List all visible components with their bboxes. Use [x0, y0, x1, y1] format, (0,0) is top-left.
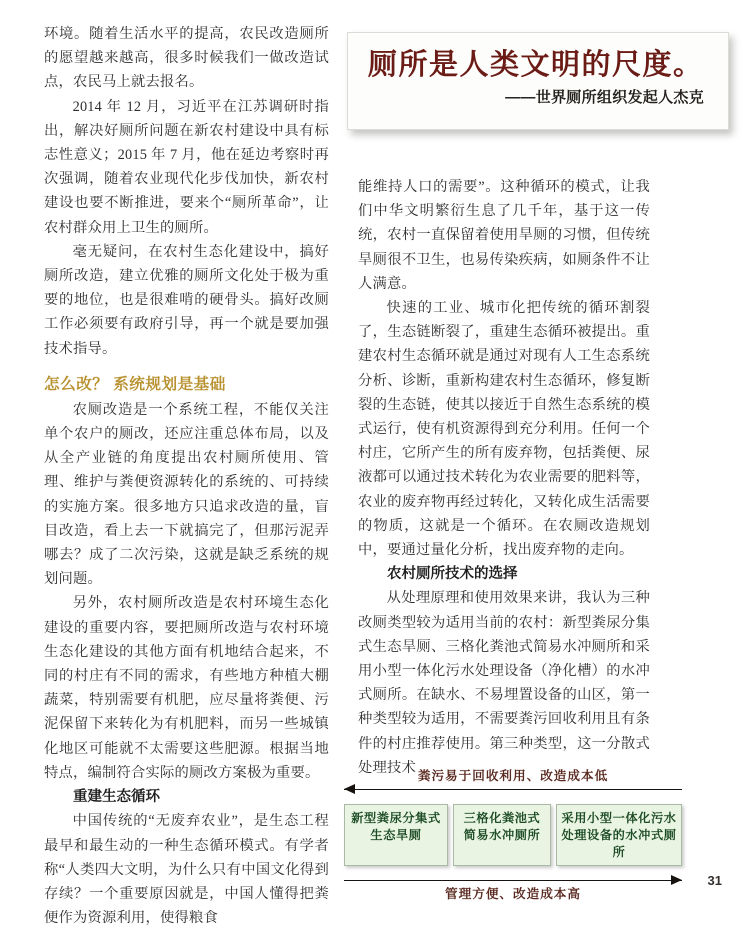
toilet-type-comparison-diagram — [344, 768, 682, 902]
page-number: 31 — [707, 873, 722, 888]
left-pointing-arrow-icon — [344, 784, 682, 795]
section-heading: 怎么改？ 系统规划是基础 — [44, 375, 226, 393]
diagram-top-caption: 粪污易于回收利用、改造成本低 — [417, 769, 609, 783]
diagram-bottom-caption: 管理方便、改造成本高 — [445, 887, 581, 901]
paragraph: 从处理原理和使用效果来讲，我认为三种改厕类型较为适用当前的农村：新型粪尿分集式生态旱厕、三格化粪池式简易水冲厕所和采用小型一体化污水处理设备（净化槽）的水冲式厕所。在缺水、不易埋置设备的山区，第一种类型较为适用，不需要粪污回收利用且有条件的村庄推荐使用。第三种类型，这一分散式处理技术 — [358, 590, 650, 776]
diagram-box: 新型粪尿分集式生态旱厕 — [344, 804, 448, 866]
paragraph: 2014 年 12 月，习近平在江苏调研时指出，解决好厕所问题在新农村建设中具有标志性意义；2015 年 7 月，他在延边考察时再次强调，随着农业现代化步伐加快，新农村建设也要不断推进，要来个“厕所革命”，让农村群众用上卫生的厕所。 — [44, 98, 329, 236]
pull-quote-attribution: ——世界厕所组织发起人杰克 — [505, 89, 704, 106]
paragraph: 毫无疑问，在农村生态化建设中，搞好厕所改造，建立优雅的厕所文化处于极为重要的地位，也是很难啃的硬骨头。搞好改厕工作必须要有政府引导，再一个就是要加强技术指导。 — [44, 243, 329, 357]
right-pointing-arrow-icon — [344, 875, 682, 886]
paragraph: 环境。随着生活水平的提高，农民改造厕所的愿望越来越高，很多时候我们一做改造试点，农民马上就去报名。 — [44, 26, 329, 91]
diagram-box: 三格化粪池式简易水冲厕所 — [453, 804, 551, 866]
paragraph: 能维持人口的需要”。这种循环的模式，让我们中华文明繁衍生息了几千年，基于这一传统，农村一直保留着使用旱厕的习惯，但传统旱厕很不卫生，也易传染疾病，如厕条件不让人满意。 — [358, 179, 650, 292]
paragraph: 快速的工业、城市化把传统的循环割裂了，生态链断裂了，重建生态循环被提出。重建农村生态循环就是通过对现有人工生态系统分析、诊断，重新构建农村生态循环，修复断裂的生态链，使其以接近于自然生态系统的模式运行，使有机资源得到充分利用。任何一个村庄，它所产生的所有废弃物，包括粪便、尿液都可以通过技术转化为农业需要的肥料等，农业的废弃物再经过转化，又转化成生活需要的物质，这就是一个循环。在农厕改造规划中，要通过量化分析，找出废弃物的走向。 — [358, 300, 650, 559]
pull-quote-text: 厕所是人类文明的尺度。 — [368, 49, 704, 81]
paragraph: 农厕改造是一个系统工程，不能仅关注单个农户的厕改，还应注重总体布局，以及从全产业链的角度提出农村厕所使用、管理、维护与粪便资源转化的系统的、可持续的实施方案。很多地方只追求改造的量，盲目改造，看上去一下就搞完了，但那污泥弄哪去？成了二次污染，这就是缺乏系统的规划问题。 — [44, 401, 329, 588]
pull-quote-card — [347, 32, 729, 130]
diagram-box-row — [344, 804, 682, 866]
sub-heading: 农村厕所技术的选择 — [387, 566, 518, 583]
paragraph: 中国传统的“无废弃农业”，是生态工程最早和最生动的一种生态循环模式。有学者称“人类四大文明，为什么只有中国文化得到存续？一个重要原因就是，中国人懂得把粪便作为资源利用，使得粮食 — [44, 813, 329, 927]
paragraph: 另外，农村厕所改造是农村环境生态化建设的重要内容，要把厕所改造与农村环境生态化建设的其他方面有机地结合起来，不同的村庄有不同的需求，有些地方种植大棚蔬菜，特别需要有机肥，应尽量将粪便、污泥保留下来转化为有机肥料，而另一些城镇化地区可能就不太需要这些肥源。根据当地特点，编制符合实际的厕改方案极为重要。 — [44, 595, 329, 781]
sub-heading: 重建生态循环 — [73, 789, 160, 806]
diagram-box: 采用小型一体化污水处理设备的水冲式厕所 — [556, 804, 682, 866]
right-text-column — [358, 175, 650, 780]
left-text-column — [44, 22, 329, 930]
